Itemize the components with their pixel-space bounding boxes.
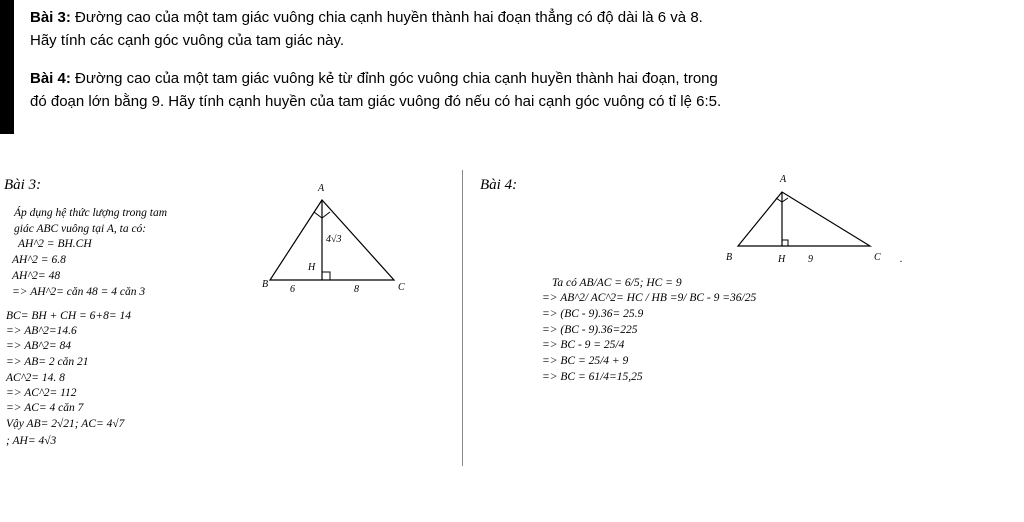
foot-h-label: H (778, 254, 786, 265)
right-angle-mark-h (782, 240, 788, 246)
solution-4-line: => BC = 25/4 + 9 (542, 355, 629, 367)
problem-3-label: Bài 3: (30, 9, 71, 26)
segment-bh-label: 6 (290, 284, 295, 295)
solution-3-line: Vậy AB= 2√21; AC= 4√7 (6, 418, 125, 430)
solution-4-line: => BC = 61/4=15,25 (542, 371, 643, 383)
segment-ah-label: 4√3 (326, 234, 342, 245)
solution-4-line: => BC - 9 = 25/4 (542, 339, 625, 351)
foot-h-label: H (308, 262, 316, 273)
segment-hc-label: 9 (808, 254, 813, 265)
problem-4-text: Đường cao của một tam giác vuông kẻ từ đỉnh góc vuông chia cạnh huyền thành hai đoạn, trong đó đoạn lớn bằng 9. Hãy tính cạnh huyền của tam giác vuông đó nếu có hai cạnh góc vuông có tỉ lệ 6:5. (30, 70, 722, 110)
left-black-bar (0, 0, 14, 134)
triangle-figure-4 (720, 170, 910, 270)
segment-hc-label: 8 (354, 284, 359, 295)
solution-4-line: Ta có AB/AC = 6/5; HC = 9 (552, 277, 682, 289)
vertex-a-label: A (318, 183, 325, 194)
vertex-b-label: B (262, 279, 269, 290)
dot-mark: . (900, 254, 903, 265)
solution-4-line: => AB^2/ AC^2= HC / HB =9/ BC - 9 =36/25 (542, 292, 757, 304)
solution-3-line: AH^2 = 6.8 (12, 254, 66, 266)
solution-3-line: AH^2= 48 (12, 270, 61, 282)
solution-3-line: Áp dụng hệ thức lượng trong tam (14, 207, 168, 219)
problem-header (0, 0, 732, 134)
solution-3-line: => AC= 4 căn 7 (6, 402, 84, 414)
solution-3-line: ; AH= 4√3 (6, 435, 57, 447)
solution-3-line: AC^2= 14. 8 (6, 372, 65, 384)
vertex-c-label: C (874, 252, 881, 263)
solution-3-line: => AB= 2 căn 21 (6, 356, 89, 368)
solution-3-title: Bài 3: (4, 177, 42, 193)
solution-3-line: => AB^2= 84 (6, 340, 71, 352)
solution-3-line: BC= BH + CH = 6+8= 14 (6, 310, 132, 322)
triangle-figure-3 (258, 178, 418, 298)
vertex-b-label: B (726, 252, 733, 263)
problem-3 (30, 6, 730, 52)
solution-3-line: giác ABC vuông tại A, ta có: (14, 223, 147, 235)
problem-3-text: Đường cao của một tam giác vuông chia cạnh huyền thành hai đoạn thẳng có độ dài là 6 và 8. Hãy tính các cạnh góc vuông của tam giác này. (30, 9, 703, 49)
solution-4-line: => (BC - 9).36=225 (542, 324, 638, 336)
problem-4-label: Bài 4: (30, 70, 71, 87)
vertex-a-label: A (780, 174, 787, 185)
solution-3-line: => AH^2= căn 48 = 4 căn 3 (12, 286, 146, 298)
column-divider (462, 170, 463, 466)
solution-4-line: => (BC - 9).36= 25.9 (542, 308, 644, 320)
problem-4 (30, 67, 730, 113)
solution-3-line: AH^2 = BH.CH (18, 238, 92, 250)
solution-4-title: Bài 4: (480, 177, 518, 193)
right-angle-mark-h (322, 272, 330, 280)
vertex-c-label: C (398, 282, 405, 293)
solution-3-line: => AB^2=14.6 (6, 325, 77, 337)
solution-3-line: => AC^2= 112 (6, 387, 77, 399)
triangle-abc (738, 192, 870, 246)
